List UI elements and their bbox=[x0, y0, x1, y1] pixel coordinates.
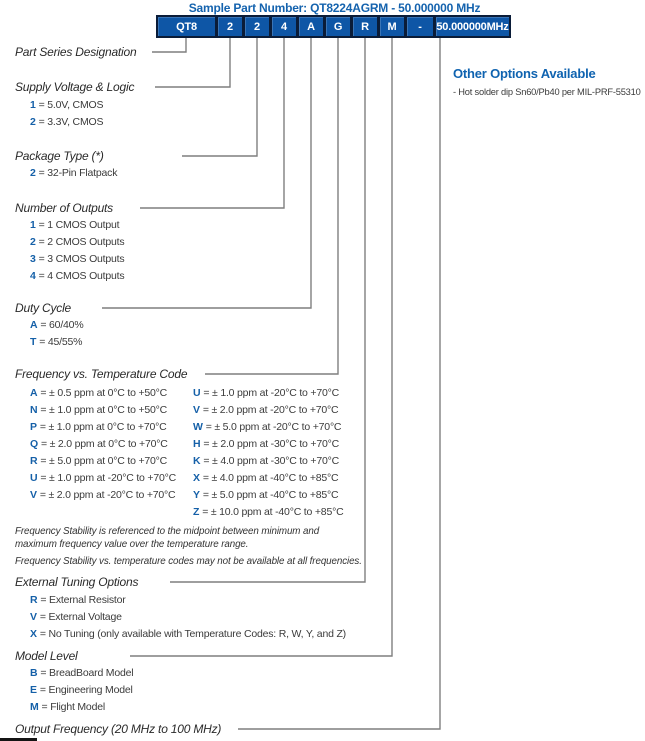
part-cell-duty: A bbox=[299, 17, 323, 36]
option-desc: = External Voltage bbox=[39, 611, 122, 623]
option-code: U bbox=[193, 387, 201, 399]
connector-duty bbox=[102, 38, 311, 308]
option-tuning-v bbox=[30, 611, 122, 623]
option-freq-left-p bbox=[30, 421, 166, 433]
option-freq-left-u bbox=[30, 472, 176, 484]
option-desc: = ± 5.0 ppm at -20°C to +70°C bbox=[205, 421, 342, 433]
option-package-2 bbox=[30, 167, 117, 179]
part-cell-outputs: 4 bbox=[272, 17, 296, 36]
option-code: 2 bbox=[30, 116, 36, 128]
option-desc: = ± 4.0 ppm at -40°C to +85°C bbox=[202, 472, 339, 484]
option-code: Z bbox=[193, 506, 200, 518]
option-outputs-4 bbox=[30, 270, 124, 282]
option-desc: = ± 0.5 ppm at 0°C to +50°C bbox=[40, 387, 168, 399]
option-code: M bbox=[30, 701, 39, 713]
option-code: X bbox=[30, 628, 37, 640]
option-desc: = 2 CMOS Outputs bbox=[38, 236, 125, 248]
option-code: V bbox=[193, 404, 200, 416]
option-freq-right-h bbox=[193, 438, 339, 450]
option-desc: = ± 2.0 ppm at -20°C to +70°C bbox=[39, 489, 176, 501]
part-cell-tuning: R bbox=[353, 17, 377, 36]
part-cell-frequency: 50.000000MHz bbox=[436, 17, 509, 36]
option-desc: = ± 1.0 ppm at 0°C to +70°C bbox=[39, 421, 167, 433]
option-code: U bbox=[30, 472, 38, 484]
option-freq-right-w bbox=[193, 421, 341, 433]
section-title-outputs: Number of Outputs bbox=[15, 201, 113, 215]
connector-outputs bbox=[140, 38, 284, 208]
part-number-table bbox=[156, 15, 511, 38]
option-tuning-x bbox=[30, 628, 346, 640]
option-code: X bbox=[193, 472, 200, 484]
option-desc: = 5.0V, CMOS bbox=[38, 99, 104, 111]
option-desc: = BreadBoard Model bbox=[40, 667, 134, 679]
option-code: 4 bbox=[30, 270, 36, 282]
option-desc: = Flight Model bbox=[41, 701, 105, 713]
option-code: 1 bbox=[30, 219, 36, 231]
option-desc: = 3.3V, CMOS bbox=[38, 116, 104, 128]
option-code: 2 bbox=[30, 167, 36, 179]
option-desc: = ± 10.0 ppm at -40°C to +85°C bbox=[202, 506, 344, 518]
option-code: Q bbox=[30, 438, 38, 450]
option-freq-right-v bbox=[193, 404, 338, 416]
option-desc: = 45/55% bbox=[39, 336, 83, 348]
option-outputs-1 bbox=[30, 219, 119, 231]
part-cell-dash: - bbox=[407, 17, 433, 36]
option-freq-left-a bbox=[30, 387, 167, 399]
option-code: 1 bbox=[30, 99, 36, 111]
frequency-stability-note-2: Frequency Stability vs. temperature codes may not be available at all frequencies. bbox=[15, 556, 362, 567]
option-desc: = Engineering Model bbox=[39, 684, 133, 696]
section-title-duty: Duty Cycle bbox=[15, 301, 72, 315]
option-freq-right-u bbox=[193, 387, 339, 399]
other-options-item: - Hot solder dip Sn60/Pb40 per MIL-PRF-55310 bbox=[453, 87, 641, 97]
option-code: 3 bbox=[30, 253, 36, 265]
option-freq-left-n bbox=[30, 404, 167, 416]
option-code: A bbox=[30, 387, 38, 399]
option-supply-2 bbox=[30, 116, 103, 128]
option-code: K bbox=[193, 455, 201, 467]
option-desc: = ± 4.0 ppm at -30°C to +70°C bbox=[203, 455, 339, 467]
part-cell-model: M bbox=[380, 17, 404, 36]
option-tuning-r bbox=[30, 594, 126, 606]
option-code: P bbox=[30, 421, 37, 433]
option-code: B bbox=[30, 667, 38, 679]
option-freq-right-x bbox=[193, 472, 338, 484]
option-desc: = External Resistor bbox=[40, 594, 126, 606]
option-model-m bbox=[30, 701, 105, 713]
option-code: W bbox=[193, 421, 203, 433]
option-model-b bbox=[30, 667, 133, 679]
option-code: T bbox=[30, 336, 37, 348]
option-model-e bbox=[30, 684, 133, 696]
option-desc: = 3 CMOS Outputs bbox=[38, 253, 125, 265]
part-cell-supply: 2 bbox=[218, 17, 242, 36]
option-supply-1 bbox=[30, 99, 103, 111]
option-desc: = 32-Pin Flatpack bbox=[38, 167, 118, 179]
option-freq-left-v bbox=[30, 489, 175, 501]
section-title-tuning: External Tuning Options bbox=[15, 575, 139, 589]
option-desc: = ± 2.0 ppm at -20°C to +70°C bbox=[202, 404, 339, 416]
section-title-package: Package Type (*) bbox=[15, 149, 104, 163]
option-outputs-3 bbox=[30, 253, 124, 265]
connector-supply bbox=[155, 38, 230, 87]
section-title-part-series: Part Series Designation bbox=[15, 45, 137, 59]
option-code: E bbox=[30, 684, 37, 696]
frequency-stability-note-1: Frequency Stability is referenced to the midpoint between minimum and maximum frequency value over the temperature range. bbox=[15, 526, 320, 550]
option-code: A bbox=[30, 319, 38, 331]
option-desc: = No Tuning (only available with Temperature Codes: R, W, Y, and Z) bbox=[39, 628, 346, 640]
option-desc: = ± 5.0 ppm at 0°C to +70°C bbox=[40, 455, 168, 467]
option-desc: = ± 5.0 ppm at -40°C to +85°C bbox=[202, 489, 339, 501]
option-code: N bbox=[30, 404, 38, 416]
option-code: H bbox=[193, 438, 201, 450]
option-duty-a bbox=[30, 319, 83, 331]
option-code: 2 bbox=[30, 236, 36, 248]
sample-part-number-title: Sample Part Number: QT8224AGRM - 50.000000 MHz bbox=[188, 1, 481, 15]
option-freq-left-q bbox=[30, 438, 168, 450]
part-cell-package: 2 bbox=[245, 17, 269, 36]
option-code: R bbox=[30, 594, 38, 606]
option-outputs-2 bbox=[30, 236, 124, 248]
option-code: R bbox=[30, 455, 38, 467]
option-desc: = 60/40% bbox=[40, 319, 84, 331]
option-freq-right-z bbox=[193, 506, 343, 518]
option-freq-right-y bbox=[193, 489, 338, 501]
part-cell-freq-temp: G bbox=[326, 17, 350, 36]
option-code: V bbox=[30, 611, 37, 623]
option-freq-right-k bbox=[193, 455, 339, 467]
option-code: Y bbox=[193, 489, 200, 501]
connector-output-freq bbox=[238, 38, 440, 729]
option-desc: = ± 2.0 ppm at 0°C to +70°C bbox=[40, 438, 168, 450]
part-cell-series: QT8 bbox=[158, 17, 215, 36]
option-desc: = ± 1.0 ppm at -20°C to +70°C bbox=[203, 387, 339, 399]
option-duty-t bbox=[30, 336, 82, 348]
section-title-model: Model Level bbox=[15, 649, 78, 663]
option-desc: = ± 1.0 ppm at 0°C to +50°C bbox=[40, 404, 168, 416]
connector-freq-temp bbox=[205, 38, 338, 374]
option-code: V bbox=[30, 489, 37, 501]
option-desc: = ± 1.0 ppm at -20°C to +70°C bbox=[40, 472, 176, 484]
other-options-title: Other Options Available bbox=[453, 66, 596, 81]
option-freq-left-r bbox=[30, 455, 167, 467]
section-title-supply: Supply Voltage & Logic bbox=[15, 80, 135, 94]
connector-part-series bbox=[152, 38, 186, 52]
section-title-output-freq: Output Frequency (20 MHz to 100 MHz) bbox=[15, 722, 222, 736]
section-title-freq-temp: Frequency vs. Temperature Code bbox=[15, 367, 188, 381]
option-desc: = ± 2.0 ppm at -30°C to +70°C bbox=[203, 438, 339, 450]
connector-package bbox=[182, 38, 257, 156]
option-desc: = 4 CMOS Outputs bbox=[38, 270, 125, 282]
option-desc: = 1 CMOS Output bbox=[38, 219, 120, 231]
